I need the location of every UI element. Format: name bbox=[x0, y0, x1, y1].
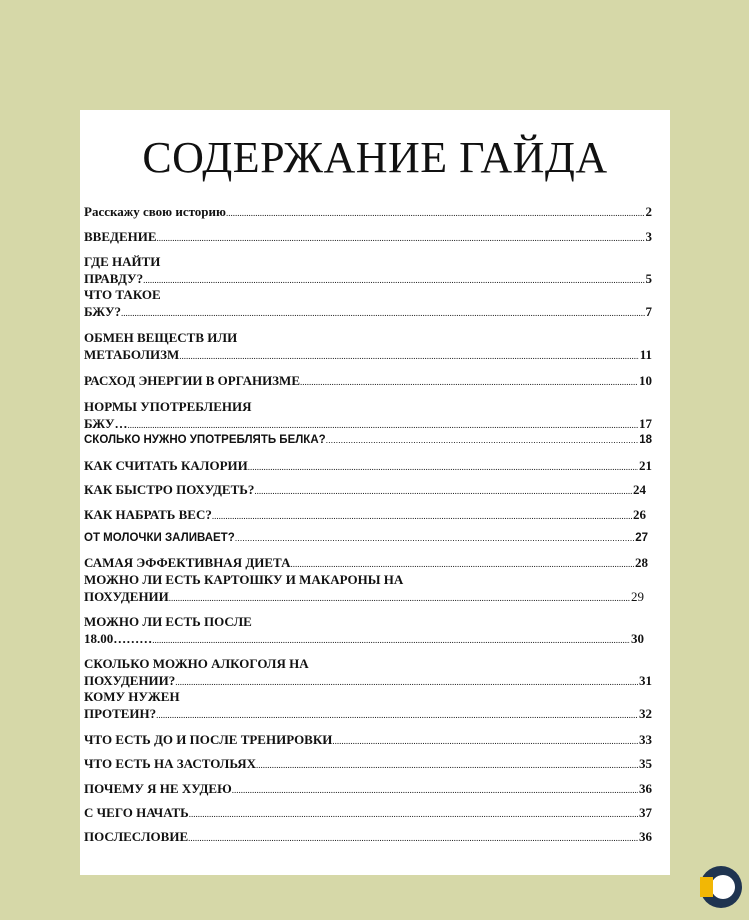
dot-leader bbox=[179, 346, 638, 365]
toc-page-number: 10 bbox=[639, 373, 652, 388]
toc-page-number: 30 bbox=[631, 631, 644, 646]
toc-entry bbox=[84, 804, 652, 823]
toc-entry bbox=[84, 457, 652, 476]
toc-entry-label: ПОЧЕМУ Я НЕ ХУДЕЮ bbox=[84, 781, 232, 796]
toc-entry bbox=[84, 481, 646, 500]
toc-entry-label: ЧТО ТАКОЕ bbox=[84, 287, 161, 302]
toc-page-number: 27 bbox=[635, 532, 648, 544]
toc-entry-label: Расскажу свою историю bbox=[84, 204, 226, 219]
toc-entry bbox=[84, 780, 652, 799]
toc-page-number: 7 bbox=[645, 304, 652, 319]
toc-page-number: 31 bbox=[639, 673, 652, 688]
toc-page-number: 11 bbox=[639, 347, 652, 362]
dot-leader bbox=[300, 372, 638, 391]
toc-entry-label: БЖУ? bbox=[84, 304, 121, 319]
toc-entry-label: ПРОТЕИН? bbox=[84, 706, 157, 721]
dot-leader bbox=[332, 731, 638, 750]
toc-entry bbox=[84, 203, 652, 222]
toc-entry bbox=[84, 432, 652, 449]
toc-entry-label: КАК БЫСТРО ПОХУДЕТЬ? bbox=[84, 482, 255, 497]
dot-leader bbox=[235, 530, 634, 547]
toc-entry-label: ОБМЕН ВЕЩЕСТВ ИЛИ bbox=[84, 330, 238, 345]
toc-entry-label: МОЖНО ЛИ ЕСТЬ КАРТОШКУ И МАКАРОНЫ НА bbox=[84, 572, 404, 587]
logo-icon bbox=[695, 862, 745, 912]
toc-page-number: 36 bbox=[639, 829, 652, 844]
dot-leader bbox=[326, 432, 639, 449]
toc-entry bbox=[84, 253, 652, 289]
toc-page-number: 36 bbox=[639, 781, 652, 796]
toc-entry bbox=[84, 506, 646, 525]
dot-leader bbox=[212, 506, 632, 525]
toc-entry-label: 18.00……… bbox=[84, 631, 153, 646]
toc-entry-label: ВВЕДЕНИЕ bbox=[84, 229, 157, 244]
toc-entry bbox=[84, 372, 652, 391]
toc-page-number: 3 bbox=[645, 229, 652, 244]
toc-entry-label: КОМУ НУЖЕН bbox=[84, 689, 180, 704]
toc-entry-label: БЖУ… bbox=[84, 416, 128, 431]
toc-page-number: 32 bbox=[639, 706, 652, 721]
toc-entry-label: СКОЛЬКО НУЖНО УПОТРЕБЛЯТЬ БЕЛКА? bbox=[84, 434, 326, 446]
toc-entry-label: САМАЯ ЭФФЕКТИВНАЯ ДИЕТА bbox=[84, 555, 291, 570]
dot-leader bbox=[226, 203, 645, 222]
dot-leader bbox=[157, 228, 645, 247]
toc-entry bbox=[84, 398, 652, 434]
dot-leader bbox=[256, 755, 638, 774]
toc-entry-label: КАК СЧИТАТЬ КАЛОРИИ bbox=[84, 458, 248, 473]
toc-page-number: 29 bbox=[631, 589, 644, 604]
toc-entry bbox=[84, 329, 652, 365]
toc-entry bbox=[84, 571, 644, 607]
toc-page-number: 35 bbox=[639, 756, 652, 771]
toc-entry-label: ОТ МОЛОЧКИ ЗАЛИВАЕТ? bbox=[84, 532, 235, 544]
toc-entry-label: ГДЕ НАЙТИ bbox=[84, 254, 161, 269]
toc-entry-label: СКОЛЬКО МОЖНО АЛКОГОЛЯ НА bbox=[84, 656, 309, 671]
page-title: СОДЕРЖАНИЕ ГАЙДА bbox=[142, 133, 608, 182]
table-of-contents bbox=[80, 110, 670, 875]
toc-page-number: 18 bbox=[639, 434, 652, 446]
toc-entry bbox=[84, 613, 644, 649]
toc-entry bbox=[84, 530, 648, 547]
toc-entry bbox=[84, 731, 652, 750]
toc-entry-label: РАСХОД ЭНЕРГИИ В ОРГАНИЗМЕ bbox=[84, 373, 300, 388]
toc-entry bbox=[84, 655, 652, 691]
toc-page-number: 26 bbox=[633, 507, 646, 522]
toc-page-number: 17 bbox=[639, 416, 652, 431]
toc-entry bbox=[84, 828, 652, 847]
toc-entry-label: ЧТО ЕСТЬ ДО И ПОСЛЕ ТРЕНИРОВКИ bbox=[84, 732, 333, 747]
toc-entry-label: ПРАВДУ? bbox=[84, 271, 144, 286]
toc-entry-label: ПОСЛЕСЛОВИЕ bbox=[84, 829, 189, 844]
toc-page-number: 24 bbox=[633, 482, 646, 497]
toc-entry-label: КАК НАБРАТЬ ВЕС? bbox=[84, 507, 212, 522]
dot-leader bbox=[248, 457, 638, 476]
dot-leader bbox=[156, 705, 638, 724]
toc-page-number: 5 bbox=[645, 271, 652, 286]
toc-entry-label: МОЖНО ЛИ ЕСТЬ ПОСЛЕ bbox=[84, 614, 252, 629]
toc-entry-label: ПОХУДЕНИИ bbox=[84, 589, 169, 604]
toc-entry bbox=[84, 688, 652, 724]
toc-entry-label: С ЧЕГО НАЧАТЬ bbox=[84, 805, 189, 820]
toc-page-number: 33 bbox=[639, 732, 652, 747]
toc-page-number: 28 bbox=[635, 555, 648, 570]
toc-entry bbox=[84, 228, 652, 247]
dot-leader bbox=[189, 804, 638, 823]
dot-leader bbox=[121, 303, 645, 322]
toc-entry-label: НОРМЫ УПОТРЕБЛЕНИЯ bbox=[84, 399, 252, 414]
toc-entry-label: ЧТО ЕСТЬ НА ЗАСТОЛЬЯХ bbox=[84, 756, 257, 771]
dot-leader bbox=[188, 828, 638, 847]
toc-entry bbox=[84, 755, 652, 774]
toc-entry bbox=[84, 286, 652, 322]
toc-page-number: 21 bbox=[639, 458, 652, 473]
toc-entry-label: ПОХУДЕНИИ? bbox=[84, 673, 176, 688]
toc-page-number: 37 bbox=[639, 805, 652, 820]
toc-page-number: 2 bbox=[645, 204, 652, 219]
dot-leader bbox=[152, 630, 630, 649]
dot-leader bbox=[169, 588, 630, 607]
document-page bbox=[80, 110, 670, 875]
dot-leader bbox=[254, 481, 632, 500]
dot-leader bbox=[232, 780, 638, 799]
toc-entry-label: МЕТАБОЛИЗМ bbox=[84, 347, 180, 362]
